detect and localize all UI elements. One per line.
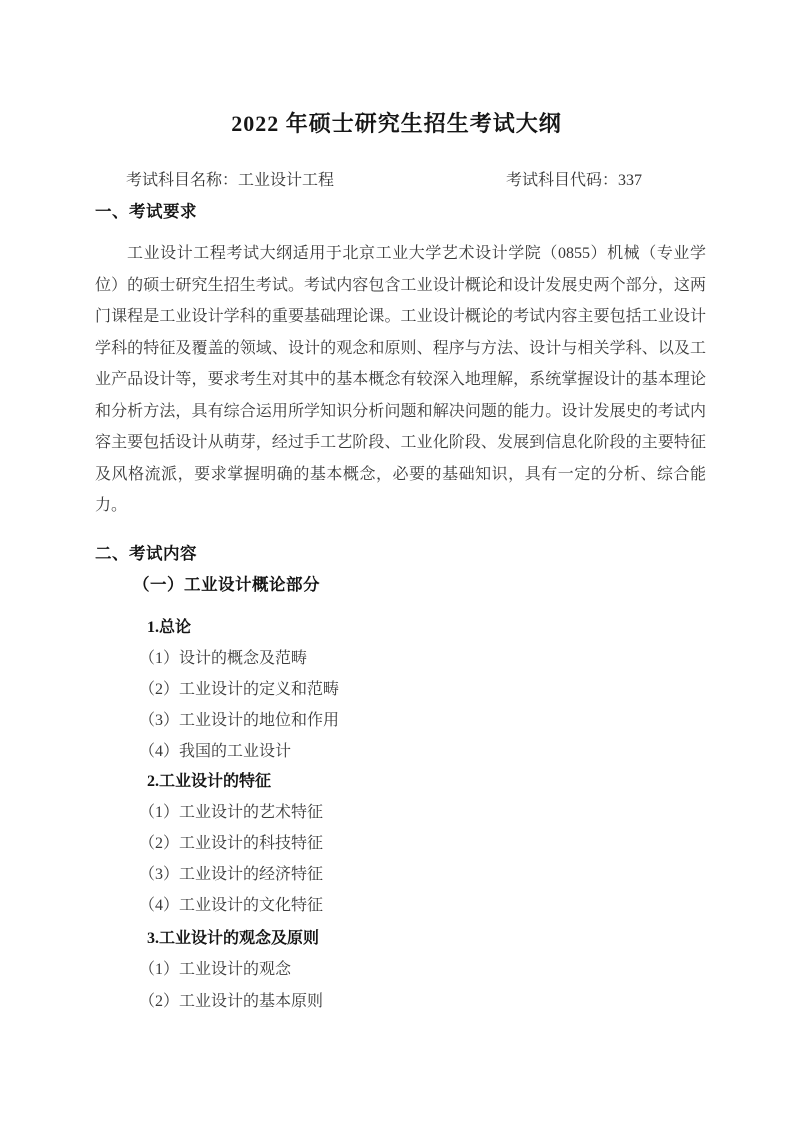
- group-heading-2: 2.工业设计的特征: [147, 773, 272, 790]
- outline-item: （2）工业设计的基本原则: [139, 993, 324, 1010]
- group-heading-3: 3.工业设计的观念及原则: [147, 930, 320, 947]
- part1-heading: （一）工业设计概论部分: [133, 575, 320, 594]
- group-heading-1: 1.总论: [147, 619, 192, 636]
- subject-code: 考试科目代码：337: [506, 172, 643, 189]
- content-section-heading: 二、考试内容: [95, 544, 197, 563]
- outline-item: （2）工业设计的科技特征: [139, 835, 324, 852]
- subject-name: 考试科目名称：工业设计工程: [126, 172, 335, 189]
- outline-item: （1）设计的概念及范畴: [139, 650, 308, 667]
- document-title: 2022 年硕士研究生招生考试大纲: [231, 111, 562, 136]
- outline-item: （2）工业设计的定义和范畴: [139, 681, 340, 698]
- requirements-paragraph: 工业设计工程考试大纲适用于北京工业大学艺术设计学院（0855）机械（专业学位）的硕士研究生招生考试。考试内容包含工业设计概论和设计发展史两个部分，这两门课程是工业设计学科的重要基础理论课。工业设计概论的考试内容主要包括工业设计学科的特征及覆盖的领域、设计的观念和原则、程序与方法、设计与相关学科、以及工业产品设计等，要求考生对其中的基本概念有较深入地理解，系统掌握设计的基本理论和分析方法，具有综合运用所学知识分析问题和解决问题的能力。设计发展史的考试内容主要包括设计从萌芽，经过手工艺阶段、工业化阶段、发展到信息化阶段的主要特征及风格流派，要求掌握明确的基本概念，必要的基础知识，具有一定的分析、综合能力。: [95, 245, 706, 514]
- outline-item: （4）我国的工业设计: [139, 743, 292, 760]
- outline-item: （4）工业设计的文化特征: [139, 897, 324, 914]
- outline-item: （1）工业设计的观念: [139, 961, 292, 978]
- requirements-section-heading: 一、考试要求: [95, 202, 197, 221]
- outline-item: （3）工业设计的地位和作用: [139, 712, 340, 729]
- outline-item: （1）工业设计的艺术特征: [139, 804, 324, 821]
- meta-row: [95, 167, 706, 191]
- outline-item: （3）工业设计的经济特征: [139, 866, 324, 883]
